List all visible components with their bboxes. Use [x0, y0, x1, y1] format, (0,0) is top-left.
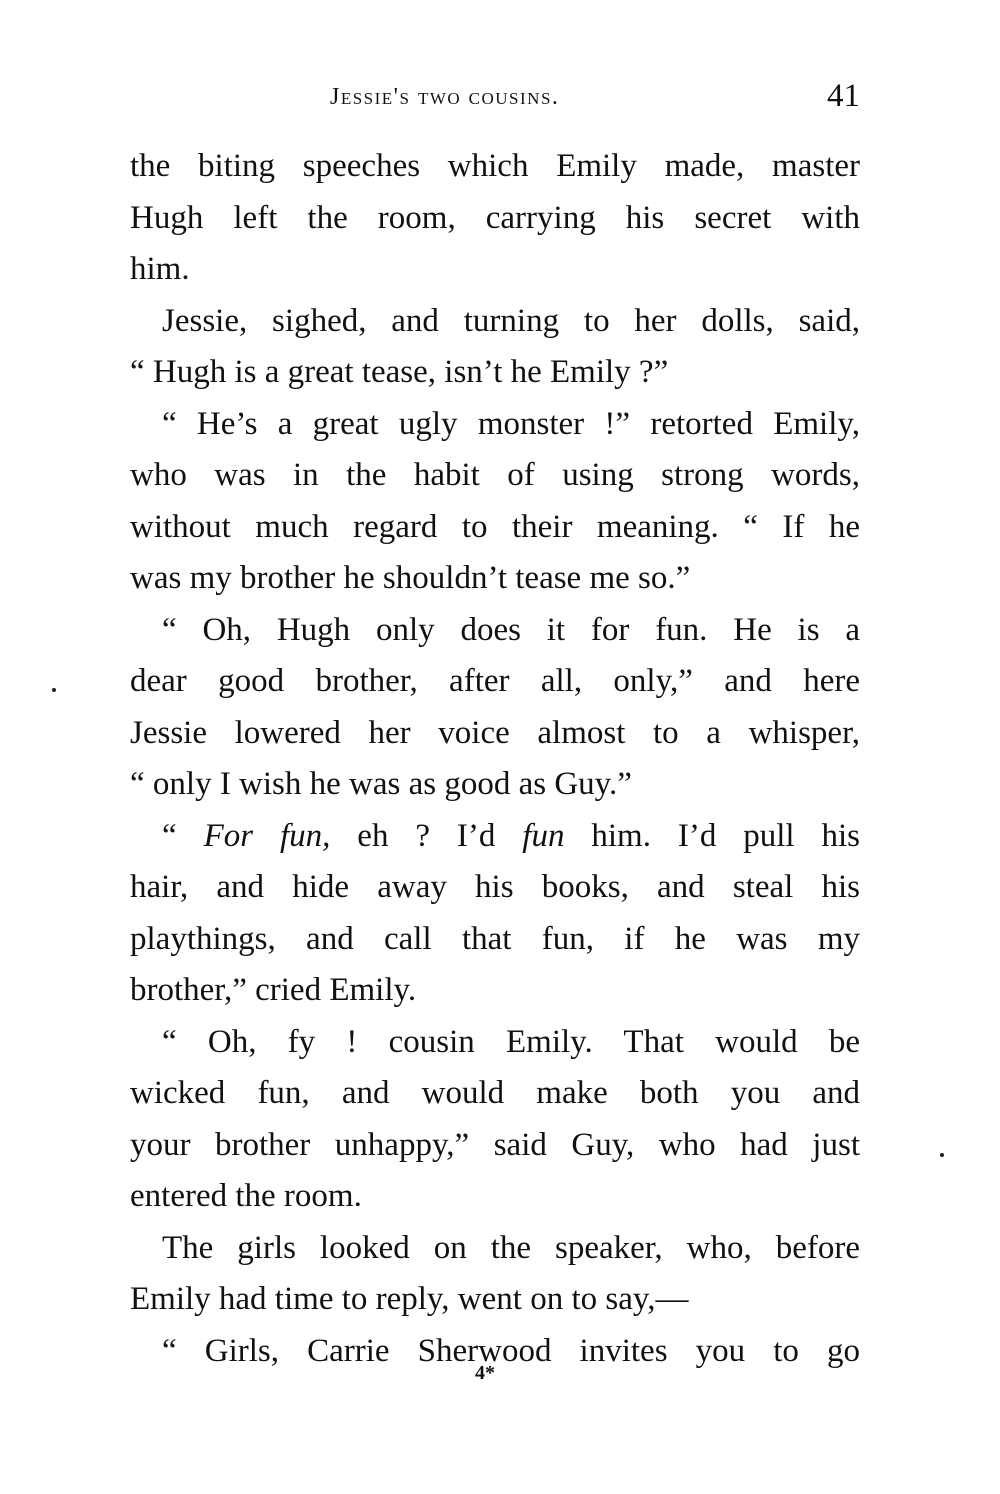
text-run: eh ? I’d	[357, 817, 496, 854]
text-line: him.	[130, 251, 190, 287]
text-line: The girls looked on the speaker, who, before	[162, 1229, 860, 1266]
italic-run: fun	[522, 817, 565, 854]
text-line: your brother unhappy,” said Guy, who had just	[130, 1126, 860, 1163]
text-line-mixed	[130, 811, 860, 863]
running-title: Jessie's two cousins.	[330, 84, 560, 110]
text-line: entered the room.	[130, 1178, 362, 1214]
text-line: dear good brother, after all, only,” and here	[130, 663, 860, 699]
text-line: “ He’s a great ugly monster !” retorted Emily,	[162, 405, 860, 442]
text-line: Jessie, sighed, and turning to her dolls, said,	[162, 302, 860, 339]
text-line: without much regard to their meaning. “ If he	[130, 508, 860, 545]
text-line: “ Girls, Carrie Sherwood invites you to go	[162, 1332, 860, 1369]
italic-run: For fun,	[203, 817, 331, 854]
text-line: who was in the habit of using strong words,	[130, 457, 860, 493]
text-line: hair, and hide away his books, and steal his	[130, 869, 860, 905]
text-line: Emily had time to reply, went on to say,—	[130, 1281, 689, 1317]
text-line: wicked fun, and would make both you and	[130, 1075, 860, 1111]
text-line: Hugh left the room, carrying his secret with	[130, 199, 860, 236]
text-line: “ Hugh is a great tease, isn’t he Emily ?”	[130, 354, 669, 390]
text-line: brother,” cried Emily.	[130, 972, 417, 1008]
text-line: Jessie lowered her voice almost to a whisper,	[130, 714, 860, 751]
text-line: playthings, and call that fun, if he was my	[130, 920, 860, 957]
print-speck	[940, 1153, 944, 1157]
text-line: “ only I wish he was as good as Guy.”	[130, 766, 632, 802]
body-text	[130, 141, 860, 1377]
page-header	[130, 78, 860, 118]
text-run: him. I’d pull his	[591, 817, 860, 854]
page-number: 41	[827, 78, 860, 114]
text-line: “ Oh, fy ! cousin Emily. That would be	[162, 1023, 860, 1060]
text-line: the biting speeches which Emily made, master	[130, 148, 860, 184]
text-line: was my brother he shouldn’t tease me so.”	[130, 560, 691, 596]
text-line: “ Oh, Hugh only does it for fun. He is a	[162, 611, 860, 648]
text-run: “	[162, 817, 177, 854]
signature-mark: 4*	[475, 1362, 495, 1384]
print-speck	[52, 688, 56, 692]
